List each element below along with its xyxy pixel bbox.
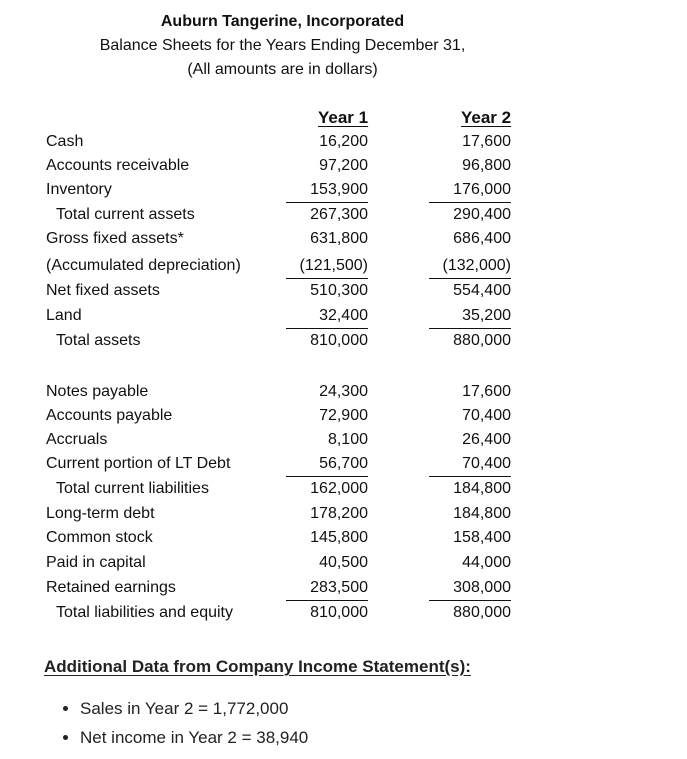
table-row xyxy=(0,529,687,551)
year-2-value: 176,000 xyxy=(453,181,511,198)
table-row xyxy=(0,579,687,601)
year-2-value: 308,000 xyxy=(453,579,511,596)
year-1-value: 56,700 xyxy=(319,455,368,472)
subtotal-rule xyxy=(286,600,368,601)
subtotal-rule xyxy=(429,600,511,601)
table-row xyxy=(0,133,687,155)
year-2-value: 290,400 xyxy=(453,206,511,223)
year-2-value: 686,400 xyxy=(453,230,511,247)
row-label: Paid in capital xyxy=(46,554,146,571)
subtotal-rule xyxy=(429,202,511,203)
year-2-value: 70,400 xyxy=(462,407,511,424)
year-2-value: 158,400 xyxy=(453,529,511,546)
list-item: • Net income in Year 2 = 38,940 xyxy=(80,723,308,752)
year-1-value: 24,300 xyxy=(319,383,368,400)
table-row xyxy=(0,257,687,279)
table-row xyxy=(0,505,687,527)
year-2-value: 35,200 xyxy=(462,307,511,324)
year-2-value: 44,000 xyxy=(462,554,511,571)
row-label: Inventory xyxy=(46,181,112,198)
year-1-value: 40,500 xyxy=(319,554,368,571)
additional-data-heading: Additional Data from Company Income Statement(s): xyxy=(44,657,471,676)
year-1-value: 631,800 xyxy=(310,230,368,247)
table-row xyxy=(0,480,687,502)
table-row xyxy=(0,332,687,354)
row-label: Net fixed assets xyxy=(46,282,160,299)
year-1-value: 16,200 xyxy=(319,133,368,150)
year-1-value: 510,300 xyxy=(310,282,368,299)
year-1-value: 162,000 xyxy=(310,480,368,497)
year-1-value: 145,800 xyxy=(310,529,368,546)
year-1-value: 810,000 xyxy=(310,604,368,621)
row-label: Gross fixed assets* xyxy=(46,230,184,247)
table-row xyxy=(0,383,687,405)
row-label: Accounts receivable xyxy=(46,157,190,174)
row-label: Total liabilities and equity xyxy=(56,604,233,621)
row-label: Retained earnings xyxy=(46,579,176,596)
column-header-year-1: Year 1 xyxy=(318,108,369,127)
year-2-value: 17,600 xyxy=(462,133,511,150)
table-row xyxy=(0,307,687,329)
table-row xyxy=(0,455,687,477)
company-title: Auburn Tangerine, Incorporated xyxy=(160,13,405,30)
year-1-value: 178,200 xyxy=(310,505,368,522)
table-row xyxy=(0,282,687,304)
table-row xyxy=(0,407,687,429)
table-row xyxy=(0,431,687,453)
list-item: • Sales in Year 2 = 1,772,000 xyxy=(80,694,308,723)
row-label: Total current liabilities xyxy=(56,480,209,497)
table-row xyxy=(0,604,687,626)
year-2-value: 880,000 xyxy=(453,332,511,349)
year-1-value: 32,400 xyxy=(319,307,368,324)
table-row xyxy=(0,230,687,252)
year-2-value: 70,400 xyxy=(462,455,511,472)
year-2-value: 184,800 xyxy=(453,505,511,522)
table-row xyxy=(0,206,687,228)
row-label: Notes payable xyxy=(46,383,149,400)
row-label: Accounts payable xyxy=(46,407,173,424)
additional-data-list xyxy=(60,694,308,752)
year-1-value: (121,500) xyxy=(299,257,368,274)
table-row xyxy=(0,157,687,179)
row-label: Common stock xyxy=(46,529,153,546)
row-label: Land xyxy=(46,307,82,324)
row-label: Total current assets xyxy=(56,206,195,223)
year-2-value: 184,800 xyxy=(453,480,511,497)
subtotal-rule xyxy=(286,476,368,477)
year-2-value: 17,600 xyxy=(462,383,511,400)
year-1-value: 810,000 xyxy=(310,332,368,349)
year-2-value: (132,000) xyxy=(442,257,511,274)
year-1-value: 8,100 xyxy=(327,431,368,448)
row-label: Cash xyxy=(46,133,84,150)
subtotal-rule xyxy=(429,476,511,477)
row-label: Accruals xyxy=(46,431,108,448)
row-label: (Accumulated depreciation) xyxy=(46,257,241,274)
subtotal-rule xyxy=(286,328,368,329)
year-2-value: 96,800 xyxy=(462,157,511,174)
year-2-value: 554,400 xyxy=(453,282,511,299)
amount-note: (All amounts are in dollars) xyxy=(187,61,378,78)
row-label: Total assets xyxy=(56,332,141,349)
year-2-value: 26,400 xyxy=(462,431,511,448)
subtotal-rule xyxy=(286,278,368,279)
year-1-value: 283,500 xyxy=(310,579,368,596)
year-1-value: 153,900 xyxy=(310,181,368,198)
subtotal-rule xyxy=(429,278,511,279)
subtotal-rule xyxy=(286,202,368,203)
table-row xyxy=(0,181,687,203)
table-row xyxy=(0,554,687,576)
statement-subtitle: Balance Sheets for the Years Ending December 31, xyxy=(99,37,466,54)
column-header-year-2: Year 2 xyxy=(461,108,512,127)
row-label: Current portion of LT Debt xyxy=(46,455,231,472)
row-label: Long-term debt xyxy=(46,505,155,522)
year-1-value: 97,200 xyxy=(319,157,368,174)
subtotal-rule xyxy=(429,328,511,329)
year-1-value: 267,300 xyxy=(310,206,368,223)
year-1-value: 72,900 xyxy=(319,407,368,424)
year-2-value: 880,000 xyxy=(453,604,511,621)
